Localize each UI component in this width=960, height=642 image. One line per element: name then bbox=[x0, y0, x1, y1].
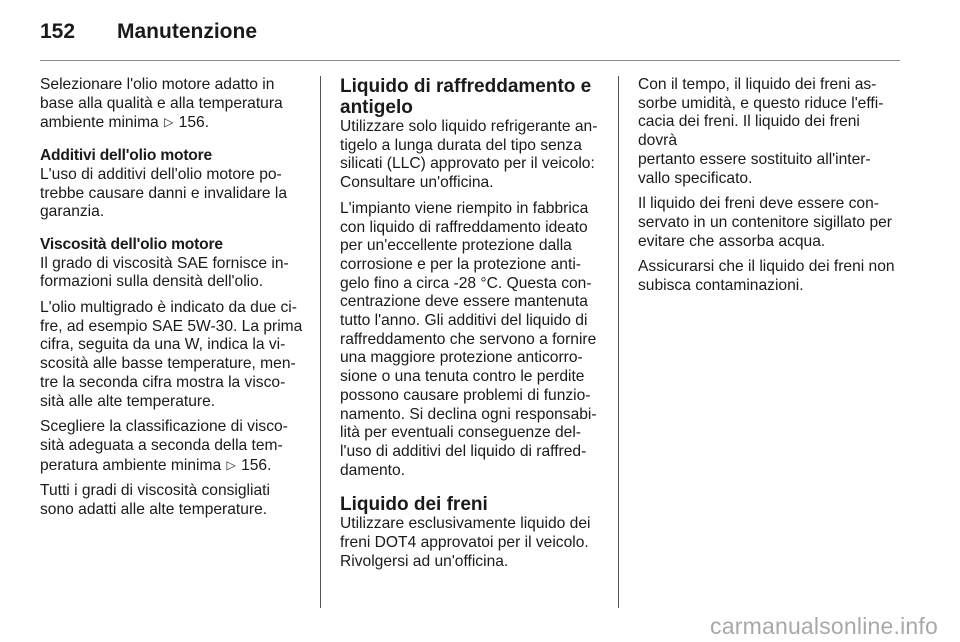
brake-fluid-paragraph-3: Il liquido dei freni deve essere con- servato in un contenitore sigillato per evitare che assorba acqua. bbox=[638, 195, 892, 250]
brake-fluid-paragraph-2: Con il tempo, il liquido dei freni as- sorbe umidità, e questo riduce l'effi- cacia dei freni. Il liquido dei freni dovrà pertanto essere sostituito all'inter- vallo specificato. bbox=[638, 76, 884, 187]
column-right bbox=[638, 76, 902, 303]
viscosity-paragraph-4: Tutti i gradi di viscosità consigliati sono adatti alle alte temperature. bbox=[40, 482, 270, 519]
brake-fluid-paragraph-1: Utilizzare esclusivamente liquido dei freni DOT4 approvatoi per il veicolo. Rivolgersi ad un'officina. bbox=[340, 515, 591, 570]
column-divider-2 bbox=[618, 76, 619, 608]
reference-arrow-icon: ▷ bbox=[164, 115, 174, 130]
viscosity-text-3: Scegliere la classificazione di visco- sità adeguata a seconda della tem- peratura ambiente minima bbox=[40, 418, 288, 474]
watermark: carmanualsonline.info bbox=[710, 613, 938, 639]
intro-paragraph bbox=[40, 76, 304, 133]
section-title-brake-fluid: Liquido dei freni bbox=[340, 494, 488, 516]
intro-text: Selezionare l'olio motore adatto in base alla qualità e alla temperatura ambiente minima bbox=[40, 76, 283, 132]
reference-arrow-icon: ▷ bbox=[226, 457, 236, 472]
viscosity-paragraph-3 bbox=[40, 418, 304, 475]
header-rule bbox=[40, 60, 900, 61]
viscosity-paragraph-1: Il grado di viscosità SAE fornisce in- formazioni sulla densità dell'olio. bbox=[40, 254, 289, 291]
section-title-coolant: Liquido di raffreddamento e antigelo bbox=[340, 76, 592, 118]
viscosity-page-ref[interactable]: 156. bbox=[241, 456, 272, 474]
intro-page-ref[interactable]: 156. bbox=[178, 114, 210, 132]
column-middle bbox=[340, 76, 604, 578]
page-title: Manutenzione bbox=[117, 20, 257, 43]
subheading-oil-viscosity: Viscosità dell'olio motore bbox=[40, 235, 223, 253]
column-left bbox=[40, 76, 304, 527]
page-header bbox=[40, 20, 257, 46]
coolant-paragraph-1: Utilizzare solo liquido refrigerante an- tigelo a lunga durata del tipo senza silicati (LLC) approvato per il veicolo: Consultare un'officina. bbox=[340, 118, 598, 192]
subheading-oil-additives: Additivi dell'olio motore bbox=[40, 147, 212, 165]
brake-fluid-paragraph-4: Assicurarsi che il liquido dei freni non subisca contaminazioni. bbox=[638, 258, 895, 295]
viscosity-paragraph-2: L'olio multigrado è indicato da due ci- fre, ad esempio SAE 5W-30. La prima cifra, seguita da una W, indica la vi- scosità alle basse temperature, men- tre la seconda cifra mostra la visco- sità alle alte temperature. bbox=[40, 299, 303, 410]
oil-additives-paragraph: L'uso di additivi dell'olio motore po- trebbe causare danni e invalidare la garanzia. bbox=[40, 165, 288, 221]
coolant-paragraph-2: L'impianto viene riempito in fabbrica con liquido di raffreddamento ideato per un'eccellente protezione dalla corrosione e per la protezione anti- gelo fino a circa -28 °C. Questa con- centrazione deve essere mantenuta tutto l'anno. Gli additivi del liquido di raffreddamento che servono a fornire una maggiore protezione anticorro- sione o una tenuta contro le perdite possono causare problemi di funzio- namento. Si declina ogni responsabi- lità per eventuali conseguenze del- l'uso di additivi del liquido di raffred- damento. bbox=[340, 199, 597, 479]
page-number: 152 bbox=[40, 20, 76, 43]
column-divider-1 bbox=[320, 76, 321, 608]
